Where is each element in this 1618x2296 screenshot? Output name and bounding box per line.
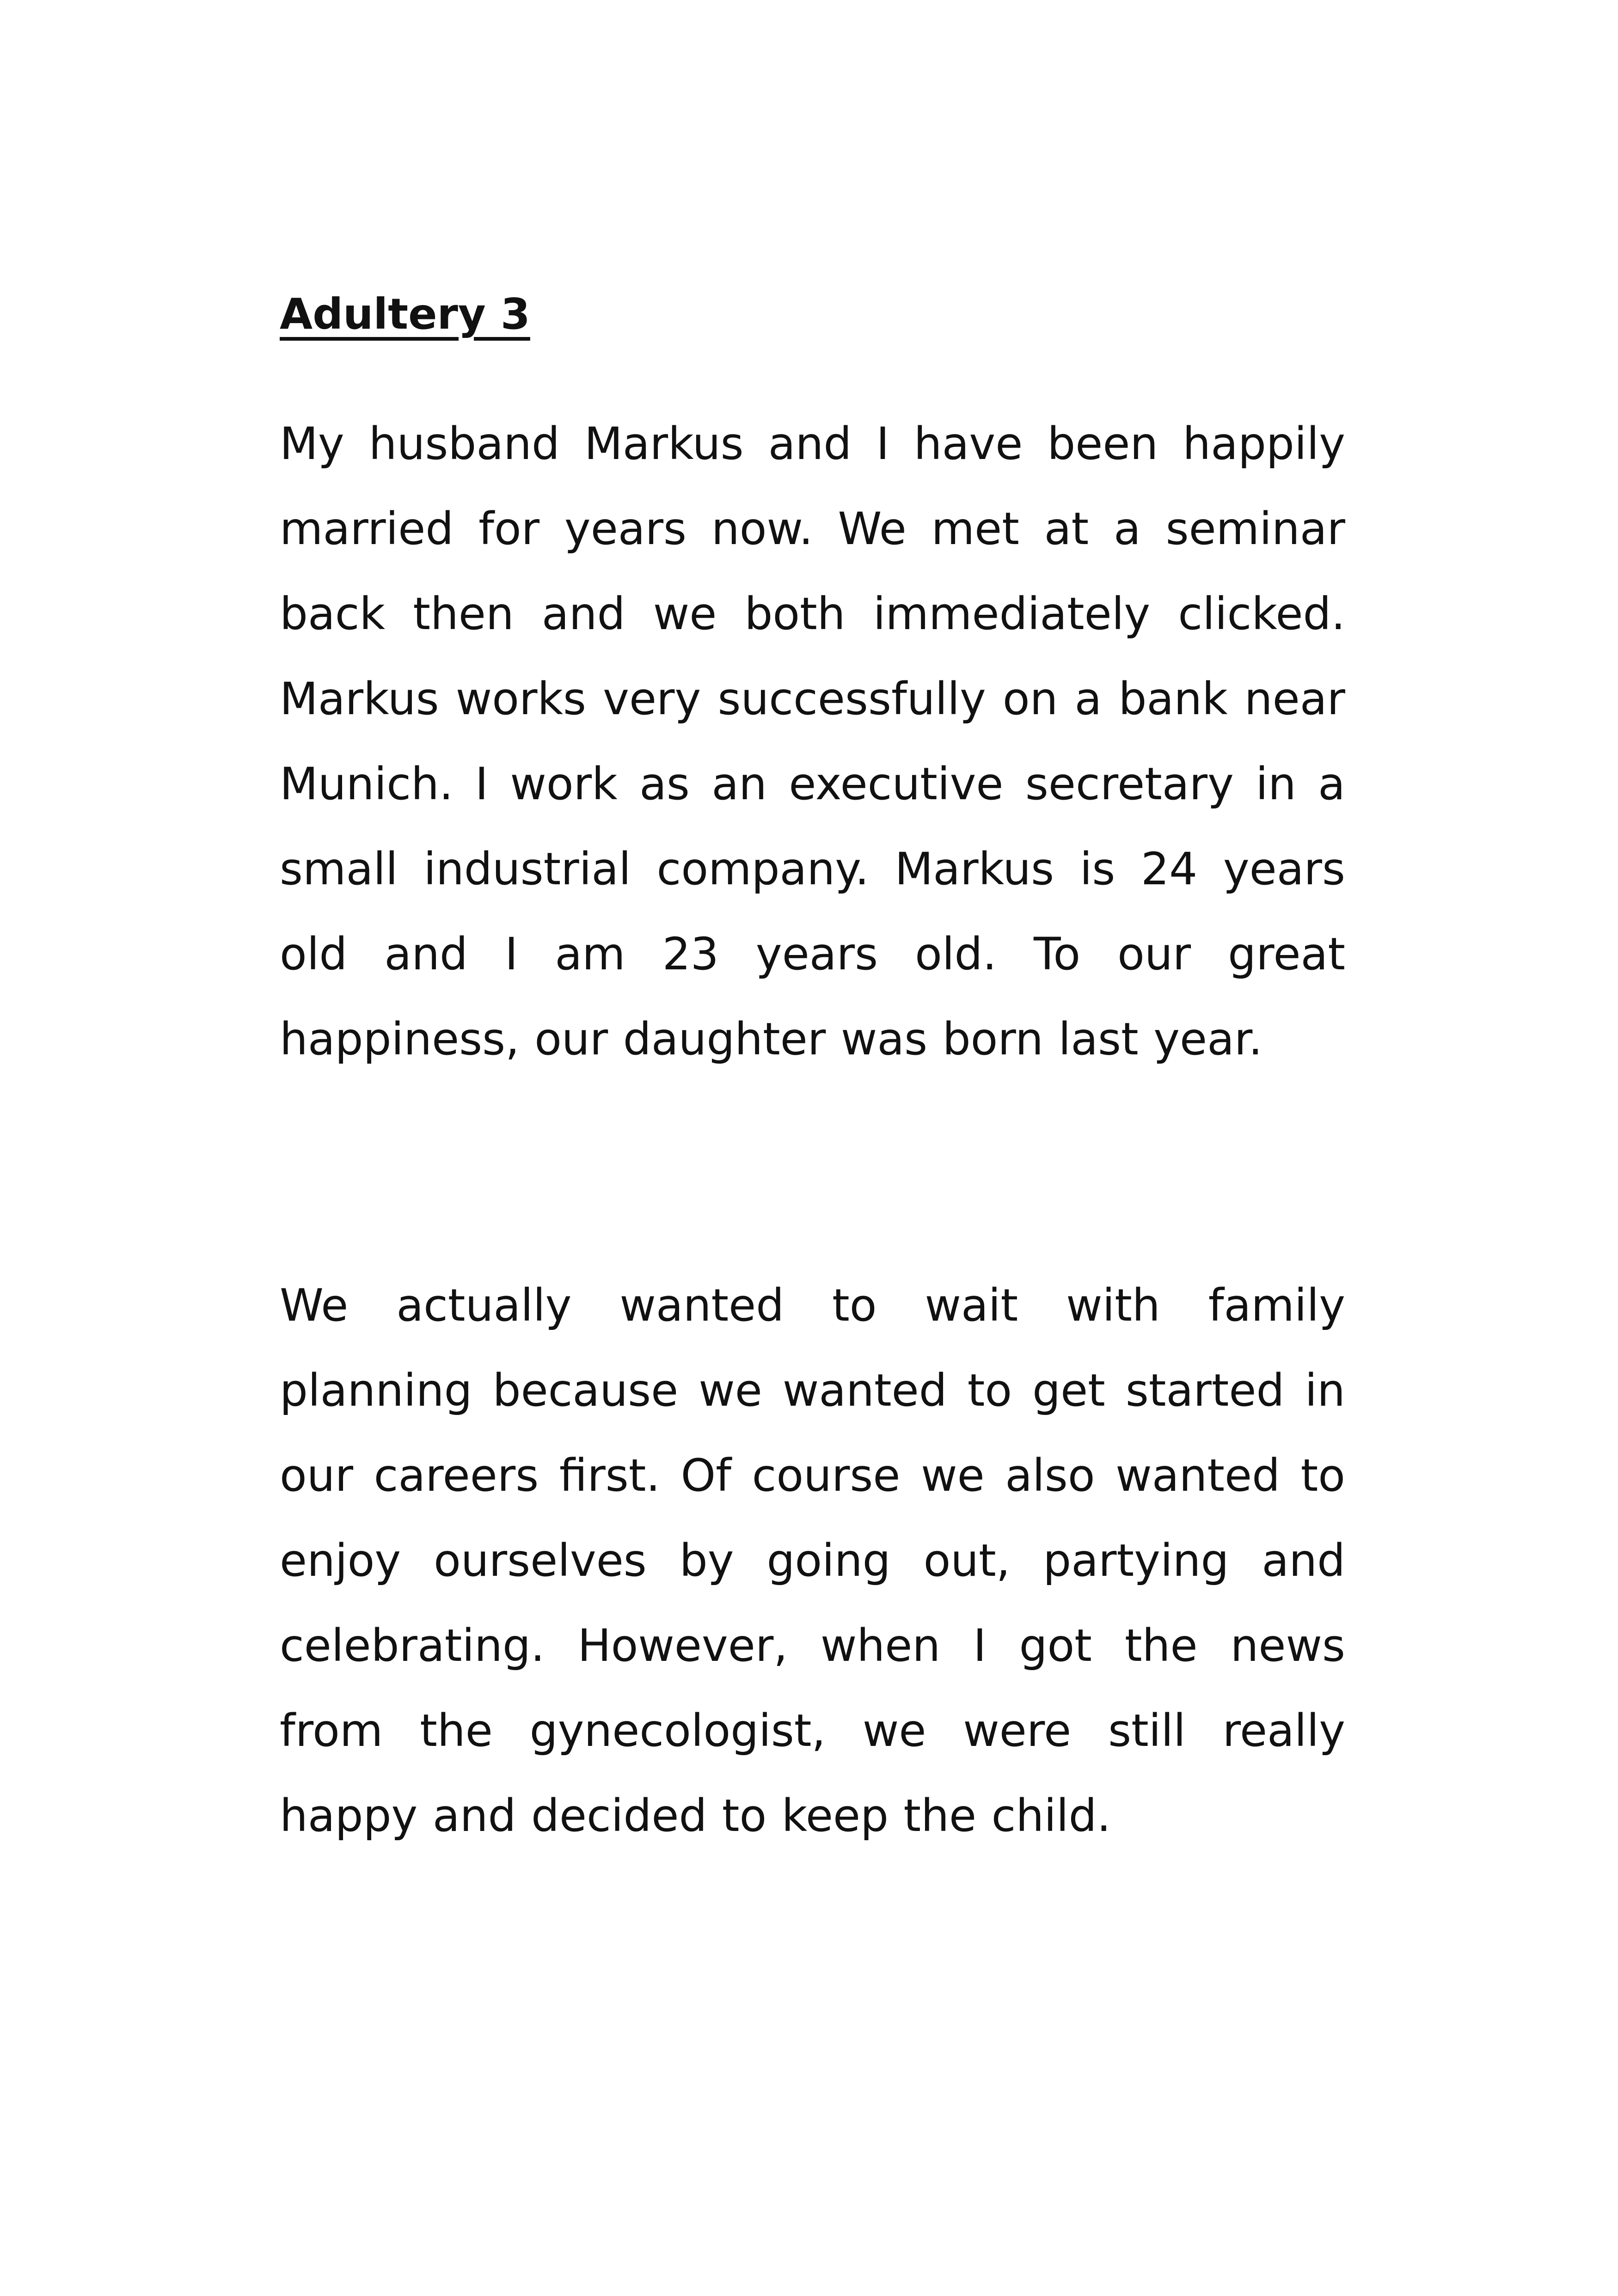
paragraph-1: My husband Markus and I have been happily married for years now. We met at a seminar back then and we both immediately clicked. Markus works very successfully on a bank near Munich. I work as an executive secretary in a small industrial company. Markus is 24 years old and I am 23 years old. To our great happiness, our daughter was born last year. xyxy=(280,418,1345,1065)
document-title: Adultery 3 xyxy=(280,289,530,339)
paragraph-2: We actually wanted to wait with family planning because we wanted to get started in our careers first. Of course we also wanted to enjoy ourselves by going out, partying and celebrating. However, when I got the news from the gynecologist, we were still really happy and decided to keep the child. xyxy=(280,1280,1345,1842)
